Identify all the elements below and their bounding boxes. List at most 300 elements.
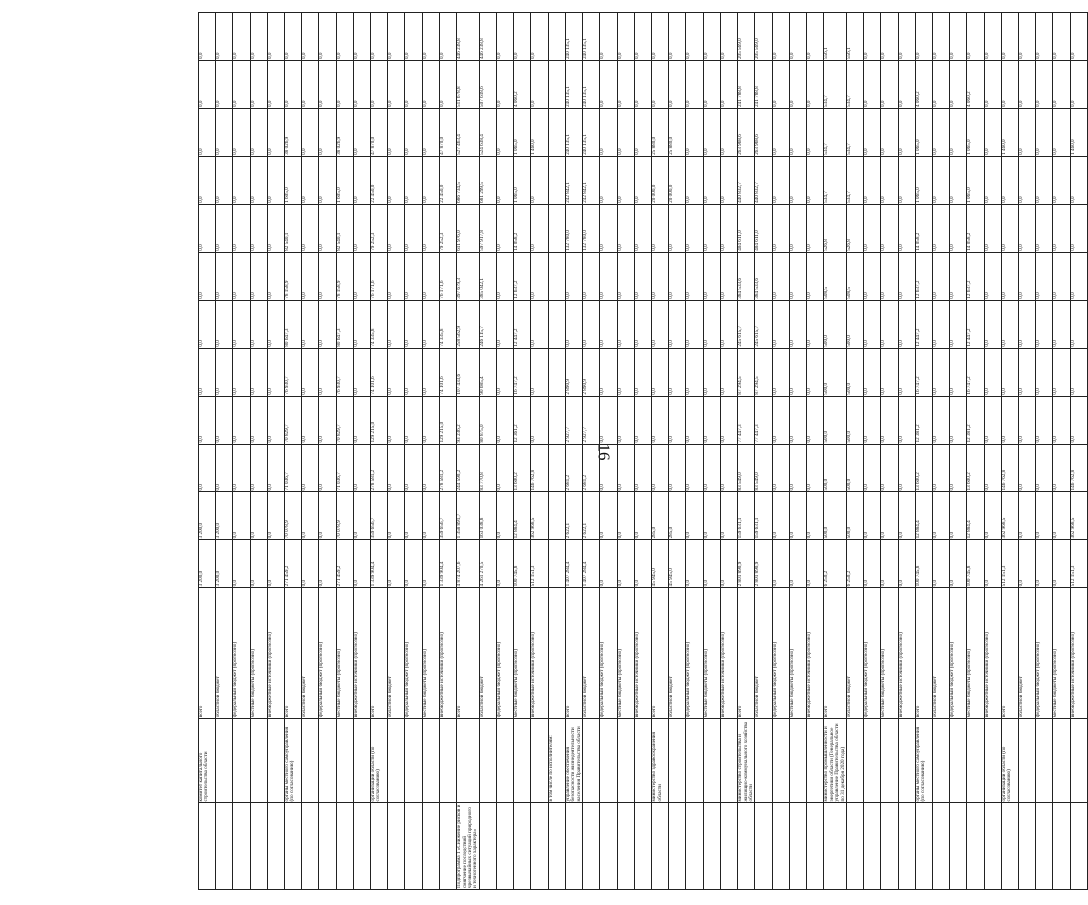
value-cell: 397 679,3 bbox=[457, 252, 480, 300]
program-cell bbox=[984, 803, 1001, 890]
page-number: 16 bbox=[594, 443, 614, 461]
value-cell: 271 459,2 bbox=[285, 540, 302, 588]
value-cell: 13 600,2 bbox=[967, 444, 984, 492]
value-cell: 0,0 bbox=[634, 444, 651, 492]
value-cell: 508,5 bbox=[847, 252, 864, 300]
source-cell bbox=[548, 588, 565, 719]
value-cell: 0,0 bbox=[703, 492, 720, 540]
value-cell: 0,0 bbox=[789, 396, 806, 444]
value-cell: 0,0 bbox=[967, 13, 984, 61]
value-cell: 2 890,9 bbox=[583, 348, 600, 396]
value-cell: 0,0 bbox=[984, 252, 1001, 300]
value-cell: 0,0 bbox=[634, 13, 651, 61]
value-cell: 0,0 bbox=[388, 396, 405, 444]
value-cell: 0,0 bbox=[1001, 13, 1018, 61]
table-row bbox=[824, 13, 847, 890]
executor-cell bbox=[950, 719, 967, 803]
value-cell: 0,0 bbox=[216, 108, 233, 156]
value-cell: 0,0 bbox=[1001, 396, 1018, 444]
value-cell: 3 200,0 bbox=[216, 492, 233, 540]
value-cell: 0,0 bbox=[720, 540, 737, 588]
value-cell: 0,0 bbox=[405, 108, 422, 156]
value-cell: 0,0 bbox=[267, 396, 284, 444]
value-cell: 1 460,0 bbox=[531, 108, 548, 156]
value-cell: 0,0 bbox=[531, 204, 548, 252]
value-cell: 0,0 bbox=[617, 61, 634, 109]
executor-cell bbox=[1070, 719, 1087, 803]
value-cell: 74 101,6 bbox=[439, 348, 456, 396]
value-cell: 0,0 bbox=[199, 396, 216, 444]
value-cell: 0,0 bbox=[634, 300, 651, 348]
value-cell: 440 832,7 bbox=[738, 156, 755, 204]
value-cell: 0,0 bbox=[233, 300, 250, 348]
value-cell bbox=[548, 300, 565, 348]
value-cell: 0,0 bbox=[669, 348, 686, 396]
value-cell: 12 637,2 bbox=[967, 252, 984, 300]
source-cell: местные бюджеты (прогнозно) bbox=[514, 588, 531, 719]
value-cell: 0,0 bbox=[1070, 156, 1087, 204]
value-cell: 446 238,8 bbox=[479, 13, 496, 61]
program-cell bbox=[336, 803, 353, 890]
source-cell: областной бюджет bbox=[1019, 588, 1036, 719]
value-cell: 362 968,5 bbox=[531, 492, 548, 540]
value-cell: 0,0 bbox=[789, 204, 806, 252]
value-cell: 0,0 bbox=[250, 61, 267, 109]
value-cell: 0,0 bbox=[772, 204, 789, 252]
value-cell: 6 250,2 bbox=[824, 540, 847, 588]
value-cell: 0,0 bbox=[686, 204, 703, 252]
value-cell: 0,0 bbox=[898, 540, 915, 588]
value-cell: 14 058,2 bbox=[915, 204, 932, 252]
table-row bbox=[514, 13, 531, 890]
value-cell: 0,0 bbox=[285, 13, 302, 61]
value-cell: 534,7 bbox=[824, 108, 847, 156]
value-cell: 0,0 bbox=[807, 396, 824, 444]
value-cell: 83 549,0 bbox=[755, 444, 772, 492]
value-cell: 278 581,2 bbox=[371, 444, 388, 492]
program-cell bbox=[531, 803, 548, 890]
executor-cell: министерство здравоохранения области bbox=[652, 719, 669, 803]
value-cell: 240 135,1 bbox=[583, 13, 600, 61]
value-cell: 12 361,2 bbox=[514, 396, 531, 444]
value-cell: 534,7 bbox=[847, 156, 864, 204]
value-cell: 1 460,0 bbox=[1001, 108, 1018, 156]
value-cell: 0,0 bbox=[686, 13, 703, 61]
value-cell: 12 884,4 bbox=[514, 492, 531, 540]
value-cell: 0,0 bbox=[531, 348, 548, 396]
value-cell: 0,0 bbox=[898, 204, 915, 252]
source-cell: внебюджетные источники (прогнозно) bbox=[267, 588, 284, 719]
program-cell bbox=[405, 803, 422, 890]
value-cell bbox=[548, 204, 565, 252]
value-cell: 0,0 bbox=[703, 204, 720, 252]
value-cell: 87 294,5 bbox=[738, 348, 755, 396]
value-cell: 0,0 bbox=[1053, 444, 1070, 492]
value-cell: 45 945,0 bbox=[669, 540, 686, 588]
value-cell: 0,0 bbox=[898, 348, 915, 396]
value-cell: 1 065,0 bbox=[915, 156, 932, 204]
value-cell: 12 637,2 bbox=[915, 252, 932, 300]
value-cell: 0,0 bbox=[881, 204, 898, 252]
value-cell: 0,0 bbox=[216, 348, 233, 396]
value-cell: 0,0 bbox=[617, 348, 634, 396]
value-cell: 0,0 bbox=[898, 300, 915, 348]
value-cell: 0,0 bbox=[864, 540, 881, 588]
value-cell: 0,0 bbox=[531, 396, 548, 444]
value-cell: 1 065,0 bbox=[915, 108, 932, 156]
value-cell: 0,0 bbox=[405, 300, 422, 348]
program-cell bbox=[634, 803, 651, 890]
value-cell: 0,0 bbox=[789, 444, 806, 492]
value-cell: 76 171,6 bbox=[371, 252, 388, 300]
value-cell: 12 447,2 bbox=[967, 300, 984, 348]
source-cell: всего bbox=[652, 588, 669, 719]
source-cell: местные бюджеты (прогнозно) bbox=[250, 588, 267, 719]
value-cell: 0,0 bbox=[216, 61, 233, 109]
value-cell: 22 450,0 bbox=[371, 156, 388, 204]
value-cell: 0,0 bbox=[686, 156, 703, 204]
table-row bbox=[583, 13, 600, 890]
program-cell bbox=[686, 803, 703, 890]
value-cell: 0,0 bbox=[233, 61, 250, 109]
value-cell: 0,0 bbox=[933, 492, 950, 540]
value-cell: 0,0 bbox=[898, 252, 915, 300]
value-cell: 556,1 bbox=[847, 13, 864, 61]
value-cell: 12 447,2 bbox=[915, 300, 932, 348]
value-cell: 0,0 bbox=[1070, 204, 1087, 252]
program-cell bbox=[703, 803, 720, 890]
value-cell: 0,0 bbox=[302, 13, 319, 61]
source-cell: местные бюджеты (прогнозно) bbox=[336, 588, 353, 719]
value-cell: 0,0 bbox=[634, 540, 651, 588]
program-cell bbox=[1001, 803, 1018, 890]
value-cell: 0,0 bbox=[1019, 204, 1036, 252]
value-cell: 3 200,0 bbox=[199, 492, 216, 540]
value-cell: 0,0 bbox=[617, 108, 634, 156]
program-cell bbox=[250, 803, 267, 890]
value-cell bbox=[548, 396, 565, 444]
value-cell: 0,0 bbox=[1001, 348, 1018, 396]
value-cell: 0,0 bbox=[634, 204, 651, 252]
table-row bbox=[371, 13, 388, 890]
value-cell: 0,0 bbox=[933, 156, 950, 204]
value-cell: 0,0 bbox=[669, 444, 686, 492]
value-cell: 1 339 904,4 bbox=[439, 540, 456, 588]
value-cell: 77 447,3 bbox=[738, 396, 755, 444]
value-cell: 100 745,8 bbox=[967, 540, 984, 588]
table-row bbox=[864, 13, 881, 890]
value-cell: 20 000,0 bbox=[652, 156, 669, 204]
table-row bbox=[789, 13, 806, 890]
value-cell: 500,0 bbox=[824, 300, 847, 348]
value-cell: 385 042,1 bbox=[479, 252, 496, 300]
value-cell: 0,0 bbox=[1070, 348, 1087, 396]
value-cell: 83 549,0 bbox=[738, 444, 755, 492]
value-cell: 0,0 bbox=[720, 396, 737, 444]
value-cell: 0,0 bbox=[302, 61, 319, 109]
value-cell: 0,0 bbox=[233, 492, 250, 540]
value-cell: 0,0 bbox=[933, 348, 950, 396]
source-cell: федеральный бюджет (прогнозно) bbox=[600, 588, 617, 719]
value-cell: 0,0 bbox=[199, 300, 216, 348]
value-cell: 0,0 bbox=[531, 61, 548, 109]
value-cell: 0,0 bbox=[319, 204, 336, 252]
table-row bbox=[497, 13, 514, 890]
program-cell bbox=[565, 803, 582, 890]
value-cell: 0,0 bbox=[267, 492, 284, 540]
value-cell: 0,0 bbox=[1019, 108, 1036, 156]
program-cell bbox=[755, 803, 772, 890]
executor-cell bbox=[755, 719, 772, 803]
value-cell: 13 600,2 bbox=[915, 444, 932, 492]
value-cell: 0,0 bbox=[950, 492, 967, 540]
value-cell: 0,0 bbox=[319, 252, 336, 300]
value-cell: 0,0 bbox=[422, 492, 439, 540]
value-cell: 132 780,0 bbox=[583, 204, 600, 252]
value-cell: 0,0 bbox=[807, 540, 824, 588]
value-cell: 0,0 bbox=[405, 492, 422, 540]
value-cell: 13 600,2 bbox=[514, 444, 531, 492]
value-cell: 0,0 bbox=[199, 61, 216, 109]
value-cell: 0,0 bbox=[686, 492, 703, 540]
value-cell: 258 562,9 bbox=[457, 300, 480, 348]
executor-cell bbox=[302, 719, 319, 803]
value-cell: 440 832,7 bbox=[755, 156, 772, 204]
value-cell: 0,0 bbox=[199, 204, 216, 252]
value-cell: 0,0 bbox=[1019, 300, 1036, 348]
table-row bbox=[199, 13, 216, 890]
value-cell: 0,0 bbox=[600, 492, 617, 540]
value-cell: 0,0 bbox=[353, 108, 370, 156]
value-cell: 0,0 bbox=[864, 204, 881, 252]
value-cell: 511 678,8 bbox=[457, 61, 480, 109]
source-cell: всего bbox=[457, 588, 480, 719]
value-cell: 2 681,2 bbox=[565, 444, 582, 492]
value-cell: 0,0 bbox=[1070, 13, 1087, 61]
table-row bbox=[319, 13, 336, 890]
source-cell: местные бюджеты (прогнозно) bbox=[1053, 588, 1070, 719]
value-cell: 278 581,2 bbox=[439, 444, 456, 492]
table-row bbox=[634, 13, 651, 890]
value-cell bbox=[548, 444, 565, 492]
executor-cell bbox=[600, 719, 617, 803]
value-cell: 22 450,0 bbox=[439, 156, 456, 204]
table-row bbox=[755, 13, 772, 890]
value-cell: 500,0 bbox=[847, 492, 864, 540]
value-cell: 0,0 bbox=[250, 300, 267, 348]
value-cell: 0,0 bbox=[497, 204, 514, 252]
value-cell: 240 135,1 bbox=[565, 61, 582, 109]
value-cell: 0,0 bbox=[1019, 492, 1036, 540]
value-cell: 0,0 bbox=[1036, 492, 1053, 540]
value-cell: 74 335,8 bbox=[371, 300, 388, 348]
source-cell: федеральный бюджет (прогнозно) bbox=[1036, 588, 1053, 719]
value-cell: 2 622,1 bbox=[565, 492, 582, 540]
value-cell: 100 745,8 bbox=[514, 540, 531, 588]
value-cell bbox=[548, 540, 565, 588]
value-cell: 0,0 bbox=[881, 492, 898, 540]
value-cell: 0,0 bbox=[634, 252, 651, 300]
table-row bbox=[531, 13, 548, 890]
table-row bbox=[250, 13, 267, 890]
program-cell bbox=[285, 803, 302, 890]
value-cell: 0,0 bbox=[864, 492, 881, 540]
value-cell: 0,0 bbox=[881, 300, 898, 348]
executor-cell bbox=[720, 719, 737, 803]
source-cell: областной бюджет bbox=[669, 588, 686, 719]
program-cell bbox=[514, 803, 531, 890]
source-cell: внебюджетные источники (прогнозно) bbox=[634, 588, 651, 719]
program-cell bbox=[353, 803, 370, 890]
budget-table bbox=[198, 12, 1088, 890]
program-cell bbox=[881, 803, 898, 890]
value-cell: 0,0 bbox=[1036, 13, 1053, 61]
executor-cell bbox=[789, 719, 806, 803]
value-cell: 242 842,1 bbox=[565, 156, 582, 204]
value-cell: 0,0 bbox=[950, 204, 967, 252]
program-cell bbox=[439, 803, 456, 890]
value-cell bbox=[548, 108, 565, 156]
value-cell: 534,7 bbox=[824, 156, 847, 204]
value-cell: 500,0 bbox=[824, 348, 847, 396]
value-cell: 12 884,4 bbox=[915, 492, 932, 540]
value-cell: 0,0 bbox=[371, 61, 388, 109]
value-cell: 0,0 bbox=[617, 252, 634, 300]
value-cell: 0,0 bbox=[302, 156, 319, 204]
value-cell: 0,0 bbox=[720, 13, 737, 61]
value-cell: 0,0 bbox=[233, 108, 250, 156]
source-cell: внебюджетные источники (прогнозно) bbox=[1070, 588, 1087, 719]
value-cell: 6 250,2 bbox=[847, 540, 864, 588]
value-cell bbox=[548, 61, 565, 109]
program-cell bbox=[669, 803, 686, 890]
value-cell: 0,0 bbox=[807, 492, 824, 540]
executor-cell bbox=[772, 719, 789, 803]
value-cell: 0,0 bbox=[864, 156, 881, 204]
value-cell: 0,0 bbox=[267, 108, 284, 156]
source-cell: всего bbox=[915, 588, 932, 719]
value-cell: 0,0 bbox=[267, 348, 284, 396]
value-cell: 0,0 bbox=[336, 13, 353, 61]
value-cell: 0,0 bbox=[388, 13, 405, 61]
executor-cell bbox=[669, 719, 686, 803]
executor-cell bbox=[267, 719, 284, 803]
value-cell: 0,0 bbox=[497, 156, 514, 204]
value-cell: 12 637,2 bbox=[514, 252, 531, 300]
source-cell: внебюджетные источники (прогнозно) bbox=[439, 588, 456, 719]
value-cell: 0,0 bbox=[720, 156, 737, 204]
value-cell: 0,0 bbox=[353, 61, 370, 109]
value-cell: 0,0 bbox=[600, 348, 617, 396]
program-cell bbox=[216, 803, 233, 890]
program-cell bbox=[371, 803, 388, 890]
value-cell: 0,0 bbox=[898, 108, 915, 156]
value-cell: 0,0 bbox=[789, 300, 806, 348]
value-cell: 0,0 bbox=[772, 444, 789, 492]
value-cell: 0,0 bbox=[1019, 444, 1036, 492]
executor-cell: организации области (по согласованию) bbox=[1001, 719, 1018, 803]
value-cell: 0,0 bbox=[250, 396, 267, 444]
source-cell: всего bbox=[1001, 588, 1018, 719]
value-cell: 0,0 bbox=[669, 204, 686, 252]
executor-cell bbox=[1053, 719, 1070, 803]
program-cell bbox=[864, 803, 881, 890]
program-cell bbox=[967, 803, 984, 890]
value-cell: 0,0 bbox=[1053, 300, 1070, 348]
value-cell: 0,0 bbox=[984, 444, 1001, 492]
value-cell: 359 656,7 bbox=[371, 492, 388, 540]
value-cell: 0,0 bbox=[984, 61, 1001, 109]
value-cell: 0,0 bbox=[388, 108, 405, 156]
value-cell: 0,0 bbox=[531, 156, 548, 204]
value-cell: 0,0 bbox=[422, 204, 439, 252]
executor-cell bbox=[250, 719, 267, 803]
program-cell bbox=[789, 803, 806, 890]
program-cell bbox=[1019, 803, 1036, 890]
value-cell: 1 065,0 bbox=[514, 156, 531, 204]
executor-cell: управление обеспечения безопасности жизнедеятельности населения Правительства области bbox=[565, 719, 582, 803]
value-cell: 362 968,5 bbox=[1070, 492, 1087, 540]
value-cell: 0,0 bbox=[497, 396, 514, 444]
value-cell: 0,0 bbox=[1053, 492, 1070, 540]
table-row bbox=[950, 13, 967, 890]
value-cell: 0,0 bbox=[720, 252, 737, 300]
value-cell: 0,0 bbox=[216, 204, 233, 252]
value-cell: 0,0 bbox=[216, 156, 233, 204]
value-cell: 0,0 bbox=[216, 300, 233, 348]
value-cell: 0,0 bbox=[1036, 396, 1053, 444]
value-cell: 0,0 bbox=[388, 444, 405, 492]
value-cell: 0,0 bbox=[686, 252, 703, 300]
value-cell: 0,0 bbox=[703, 444, 720, 492]
value-cell: 77 447,3 bbox=[755, 396, 772, 444]
value-cell: 0,0 bbox=[686, 300, 703, 348]
value-cell: 0,0 bbox=[617, 540, 634, 588]
value-cell: 12 447,2 bbox=[514, 300, 531, 348]
value-cell: 0,0 bbox=[319, 492, 336, 540]
value-cell: 404 611,0 bbox=[755, 204, 772, 252]
value-cell: 0,0 bbox=[600, 252, 617, 300]
value-cell: 0,0 bbox=[617, 300, 634, 348]
value-cell: 0,0 bbox=[302, 348, 319, 396]
value-cell: 0,0 bbox=[669, 13, 686, 61]
value-cell: 0,0 bbox=[405, 540, 422, 588]
value-cell: 0,0 bbox=[319, 156, 336, 204]
value-cell: 0,0 bbox=[652, 444, 669, 492]
value-cell: 512 151,3 bbox=[1070, 540, 1087, 588]
value-cell: 0,0 bbox=[881, 13, 898, 61]
value-cell: 0,0 bbox=[772, 61, 789, 109]
value-cell: 500,0 bbox=[824, 492, 847, 540]
program-cell bbox=[738, 803, 755, 890]
value-cell bbox=[548, 492, 565, 540]
source-cell: федеральный бюджет (прогнозно) bbox=[497, 588, 514, 719]
value-cell: 245 615,7 bbox=[738, 300, 755, 348]
table-row bbox=[216, 13, 233, 890]
value-cell: 0,0 bbox=[319, 13, 336, 61]
value-cell: 0,0 bbox=[600, 204, 617, 252]
value-cell bbox=[548, 13, 565, 61]
value-cell: 0,0 bbox=[807, 252, 824, 300]
value-cell: 0,0 bbox=[1019, 396, 1036, 444]
value-cell: 0,0 bbox=[233, 396, 250, 444]
source-cell: всего bbox=[565, 588, 582, 719]
value-cell: 1 605,0 bbox=[336, 156, 353, 204]
table-row bbox=[457, 13, 480, 890]
value-cell: 0,0 bbox=[353, 156, 370, 204]
program-cell bbox=[548, 803, 565, 890]
table-row bbox=[847, 13, 864, 890]
